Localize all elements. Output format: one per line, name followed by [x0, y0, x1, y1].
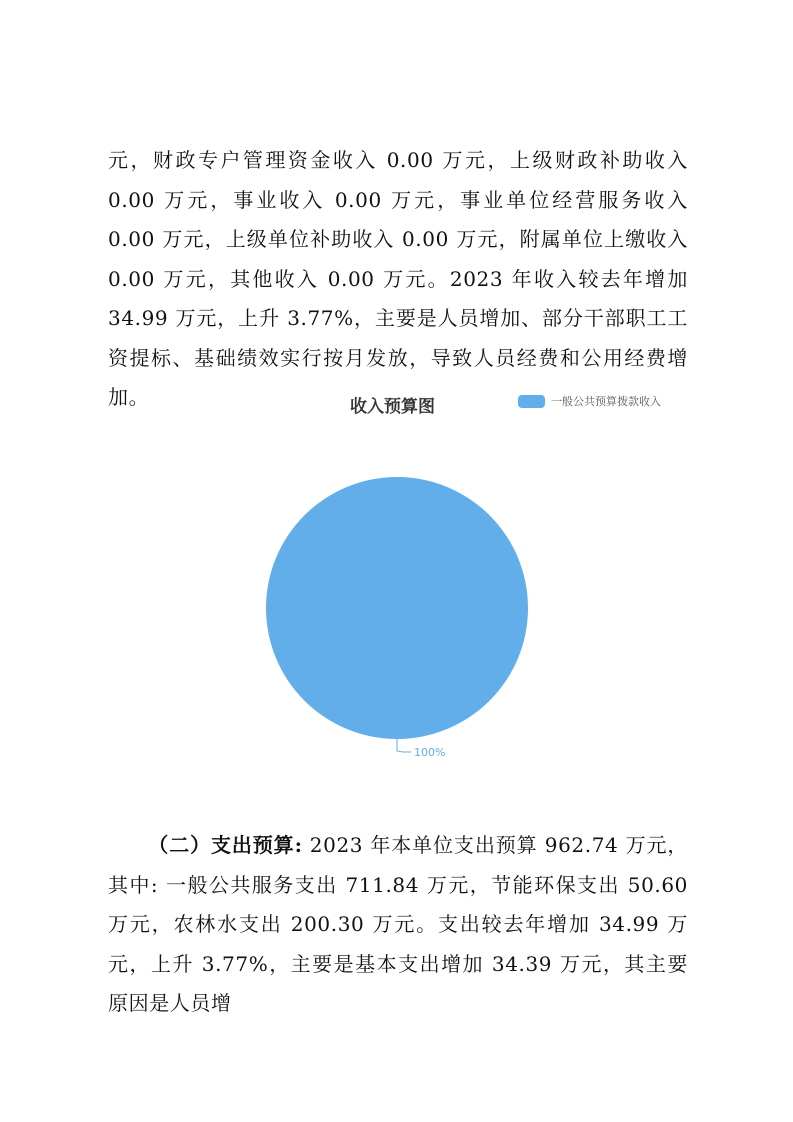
legend-label: 一般公共预算拨款收入 [551, 395, 661, 408]
chart-legend[interactable] [518, 393, 661, 409]
legend-swatch [518, 395, 545, 408]
expenditure-paragraph-text: 2023 年本单位支出预算 962.74 万元，其中: 一般公共服务支出 711.84 万元，节能环保支出 50.60 万元，农林水支出 200.30 万元。支出较去年增加 34.99 万元，上升 3.77%，主要是基本支出增加 34.39 万元，其主要原因是人员增 [108, 833, 688, 1015]
pie-leader-line-0 [397, 739, 411, 752]
chart-title: 收入预算图 [350, 397, 435, 417]
body-paragraph-expenditure [108, 826, 688, 1024]
pie-chart [250, 460, 550, 770]
pie-slice-0[interactable] [266, 477, 528, 739]
body-paragraph-income [108, 141, 688, 418]
pie-slice-label-0: 100% [414, 746, 446, 759]
expenditure-heading: （二）支出预算: [148, 833, 303, 857]
income-paragraph-text: 元，财政专户管理资金收入 0.00 万元，上级财政补助收入 0.00 万元，事业收入 0.00 万元，事业单位经营服务收入 0.00 万元，上级单位补助收入 0.00 万元，附属单位上缴收入 0.00 万元，其他收入 0.00 万元。2023 年收入较去年增加 34.99 万元，上升 3.77%，主要是人员增加、部分干部职工工资提标、基础绩效实行按月发放，导致人员经费和公用经费增加。 [108, 148, 688, 409]
